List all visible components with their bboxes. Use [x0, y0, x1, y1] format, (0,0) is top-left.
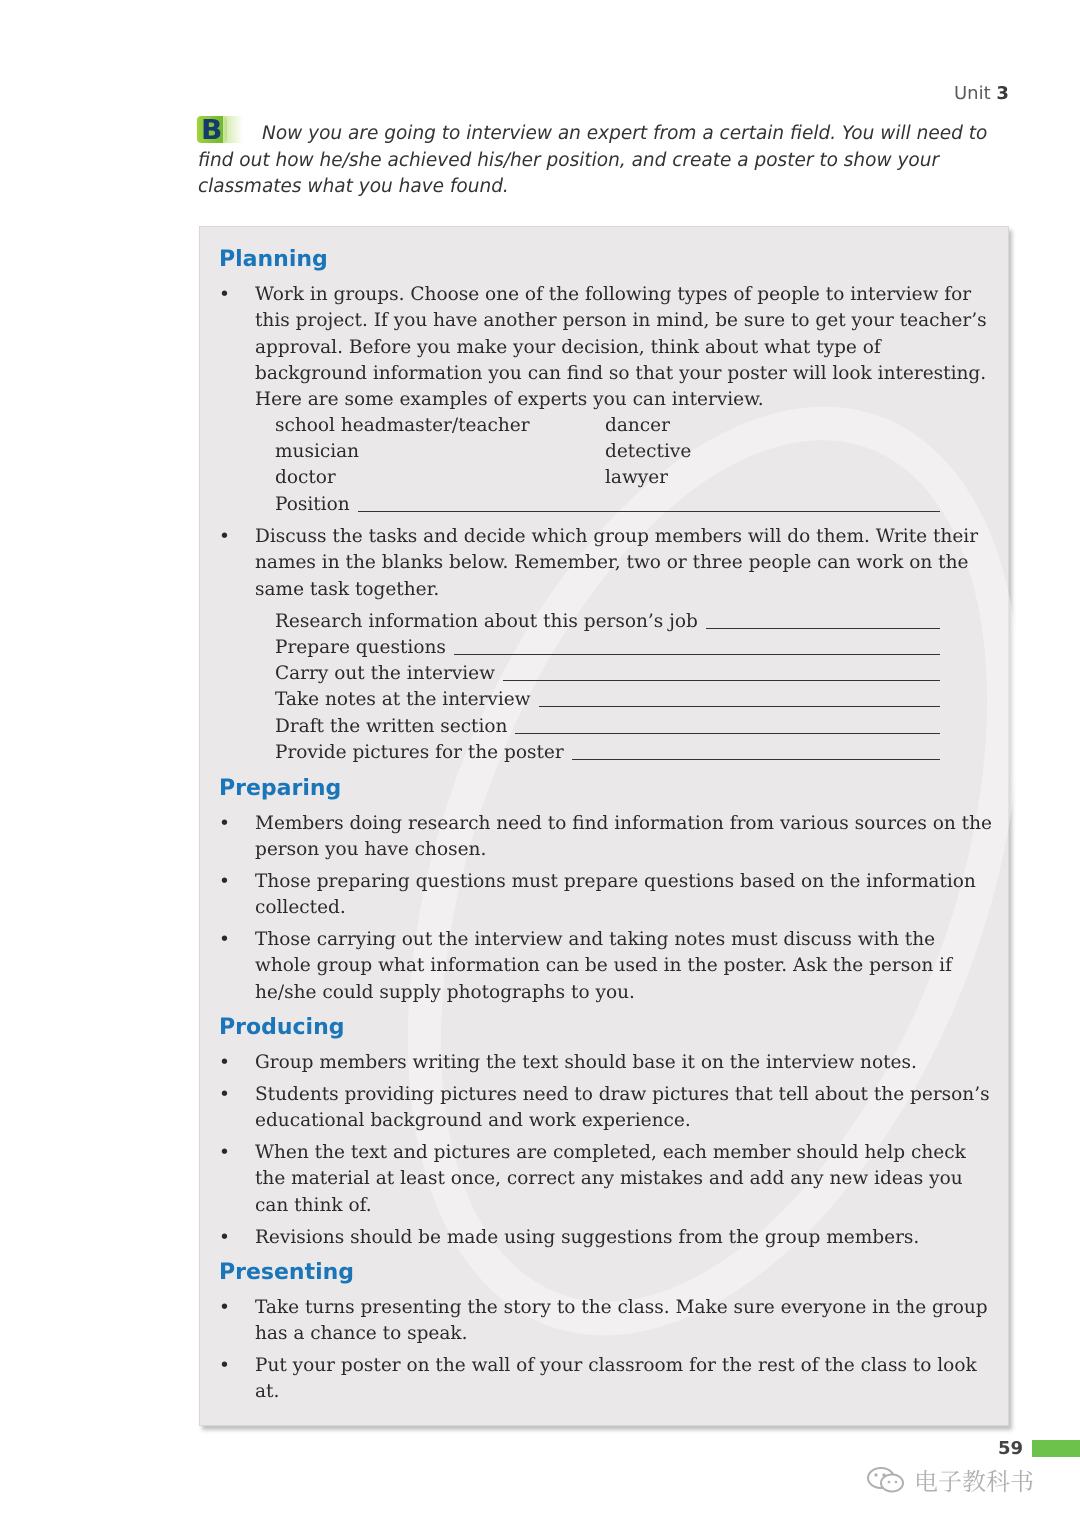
page-number: 59 — [998, 1438, 1024, 1459]
list-item: • Students providing pictures need to draw pictures that tell about the person’s educational background and work experience. — [219, 1084, 990, 1132]
list-item: • Group members writing the text should base it on the interview notes. — [219, 1052, 917, 1073]
activity-card — [199, 226, 1009, 1426]
expert-option: detective — [605, 441, 692, 462]
expert-option: dancer — [605, 415, 670, 436]
preparing-heading: Preparing — [219, 776, 342, 801]
unit-label — [954, 83, 1009, 104]
task-blank[interactable]: Carry out the interview — [275, 661, 940, 687]
position-blank[interactable]: Position — [275, 492, 940, 518]
producing-heading: Producing — [219, 1015, 345, 1040]
intro-text: Now you are going to interview an expert from a certain field. You will need to find out how he/she achieved his/her position, and create a poster to show your classmates what you have found. — [198, 123, 988, 197]
task-blank[interactable]: Draft the written section — [275, 714, 940, 740]
list-item: • Revisions should be made using suggestions from the group members. — [219, 1227, 920, 1248]
list-item: • Put your poster on the wall of your classroom for the rest of the class to look at. — [219, 1355, 977, 1403]
unit-word: Unit — [954, 83, 991, 104]
task-blank[interactable]: Provide pictures for the poster — [275, 740, 940, 766]
task-blank[interactable]: Research information about this person’s job — [275, 609, 940, 635]
list-item: • When the text and pictures are completed, each member should help check the material at least once, correct any mistakes and add any new ideas you can think of. — [219, 1142, 966, 1216]
list-item: • Those preparing questions must prepare questions based on the information collected. — [219, 871, 976, 919]
section-letter: B — [201, 113, 223, 146]
list-item: • Take turns presenting the story to the class. Make sure everyone in the group has a chance to speak. — [219, 1297, 988, 1345]
task-blank[interactable]: Prepare questions — [275, 635, 940, 661]
list-item: • Discuss the tasks and decide which group members will do them. Write their names in the blanks below. Remember, two or three people can work on the same task together. — [219, 526, 979, 600]
planning-heading: Planning — [219, 247, 328, 272]
expert-option: school headmaster/teacher — [275, 415, 530, 436]
wechat-icon — [866, 1465, 906, 1495]
list-item: • Work in groups. Choose one of the following types of people to interview for this project. If you have another person in mind, be sure to get your teacher’s approval. Before you make your decision, think about what type of background information you can find so that your poster will look interesting. Here are some examples of experts you can interview. — [219, 284, 987, 411]
watermark: 电子教科书 — [866, 1462, 1034, 1497]
expert-option: doctor — [275, 467, 336, 488]
expert-option: musician — [275, 441, 360, 462]
expert-option: lawyer — [605, 467, 669, 488]
presenting-heading: Presenting — [219, 1260, 355, 1285]
list-item: • Those carrying out the interview and taking notes must discuss with the whole group what information can be used in the poster. Ask the person if he/she could supply photographs to you. — [219, 929, 952, 1003]
page-accent-bar — [1032, 1440, 1080, 1457]
list-item: • Members doing research need to find information from various sources on the person you have chosen. — [219, 813, 992, 861]
unit-number: 3 — [996, 83, 1009, 104]
task-blank[interactable]: Take notes at the interview — [275, 687, 940, 713]
